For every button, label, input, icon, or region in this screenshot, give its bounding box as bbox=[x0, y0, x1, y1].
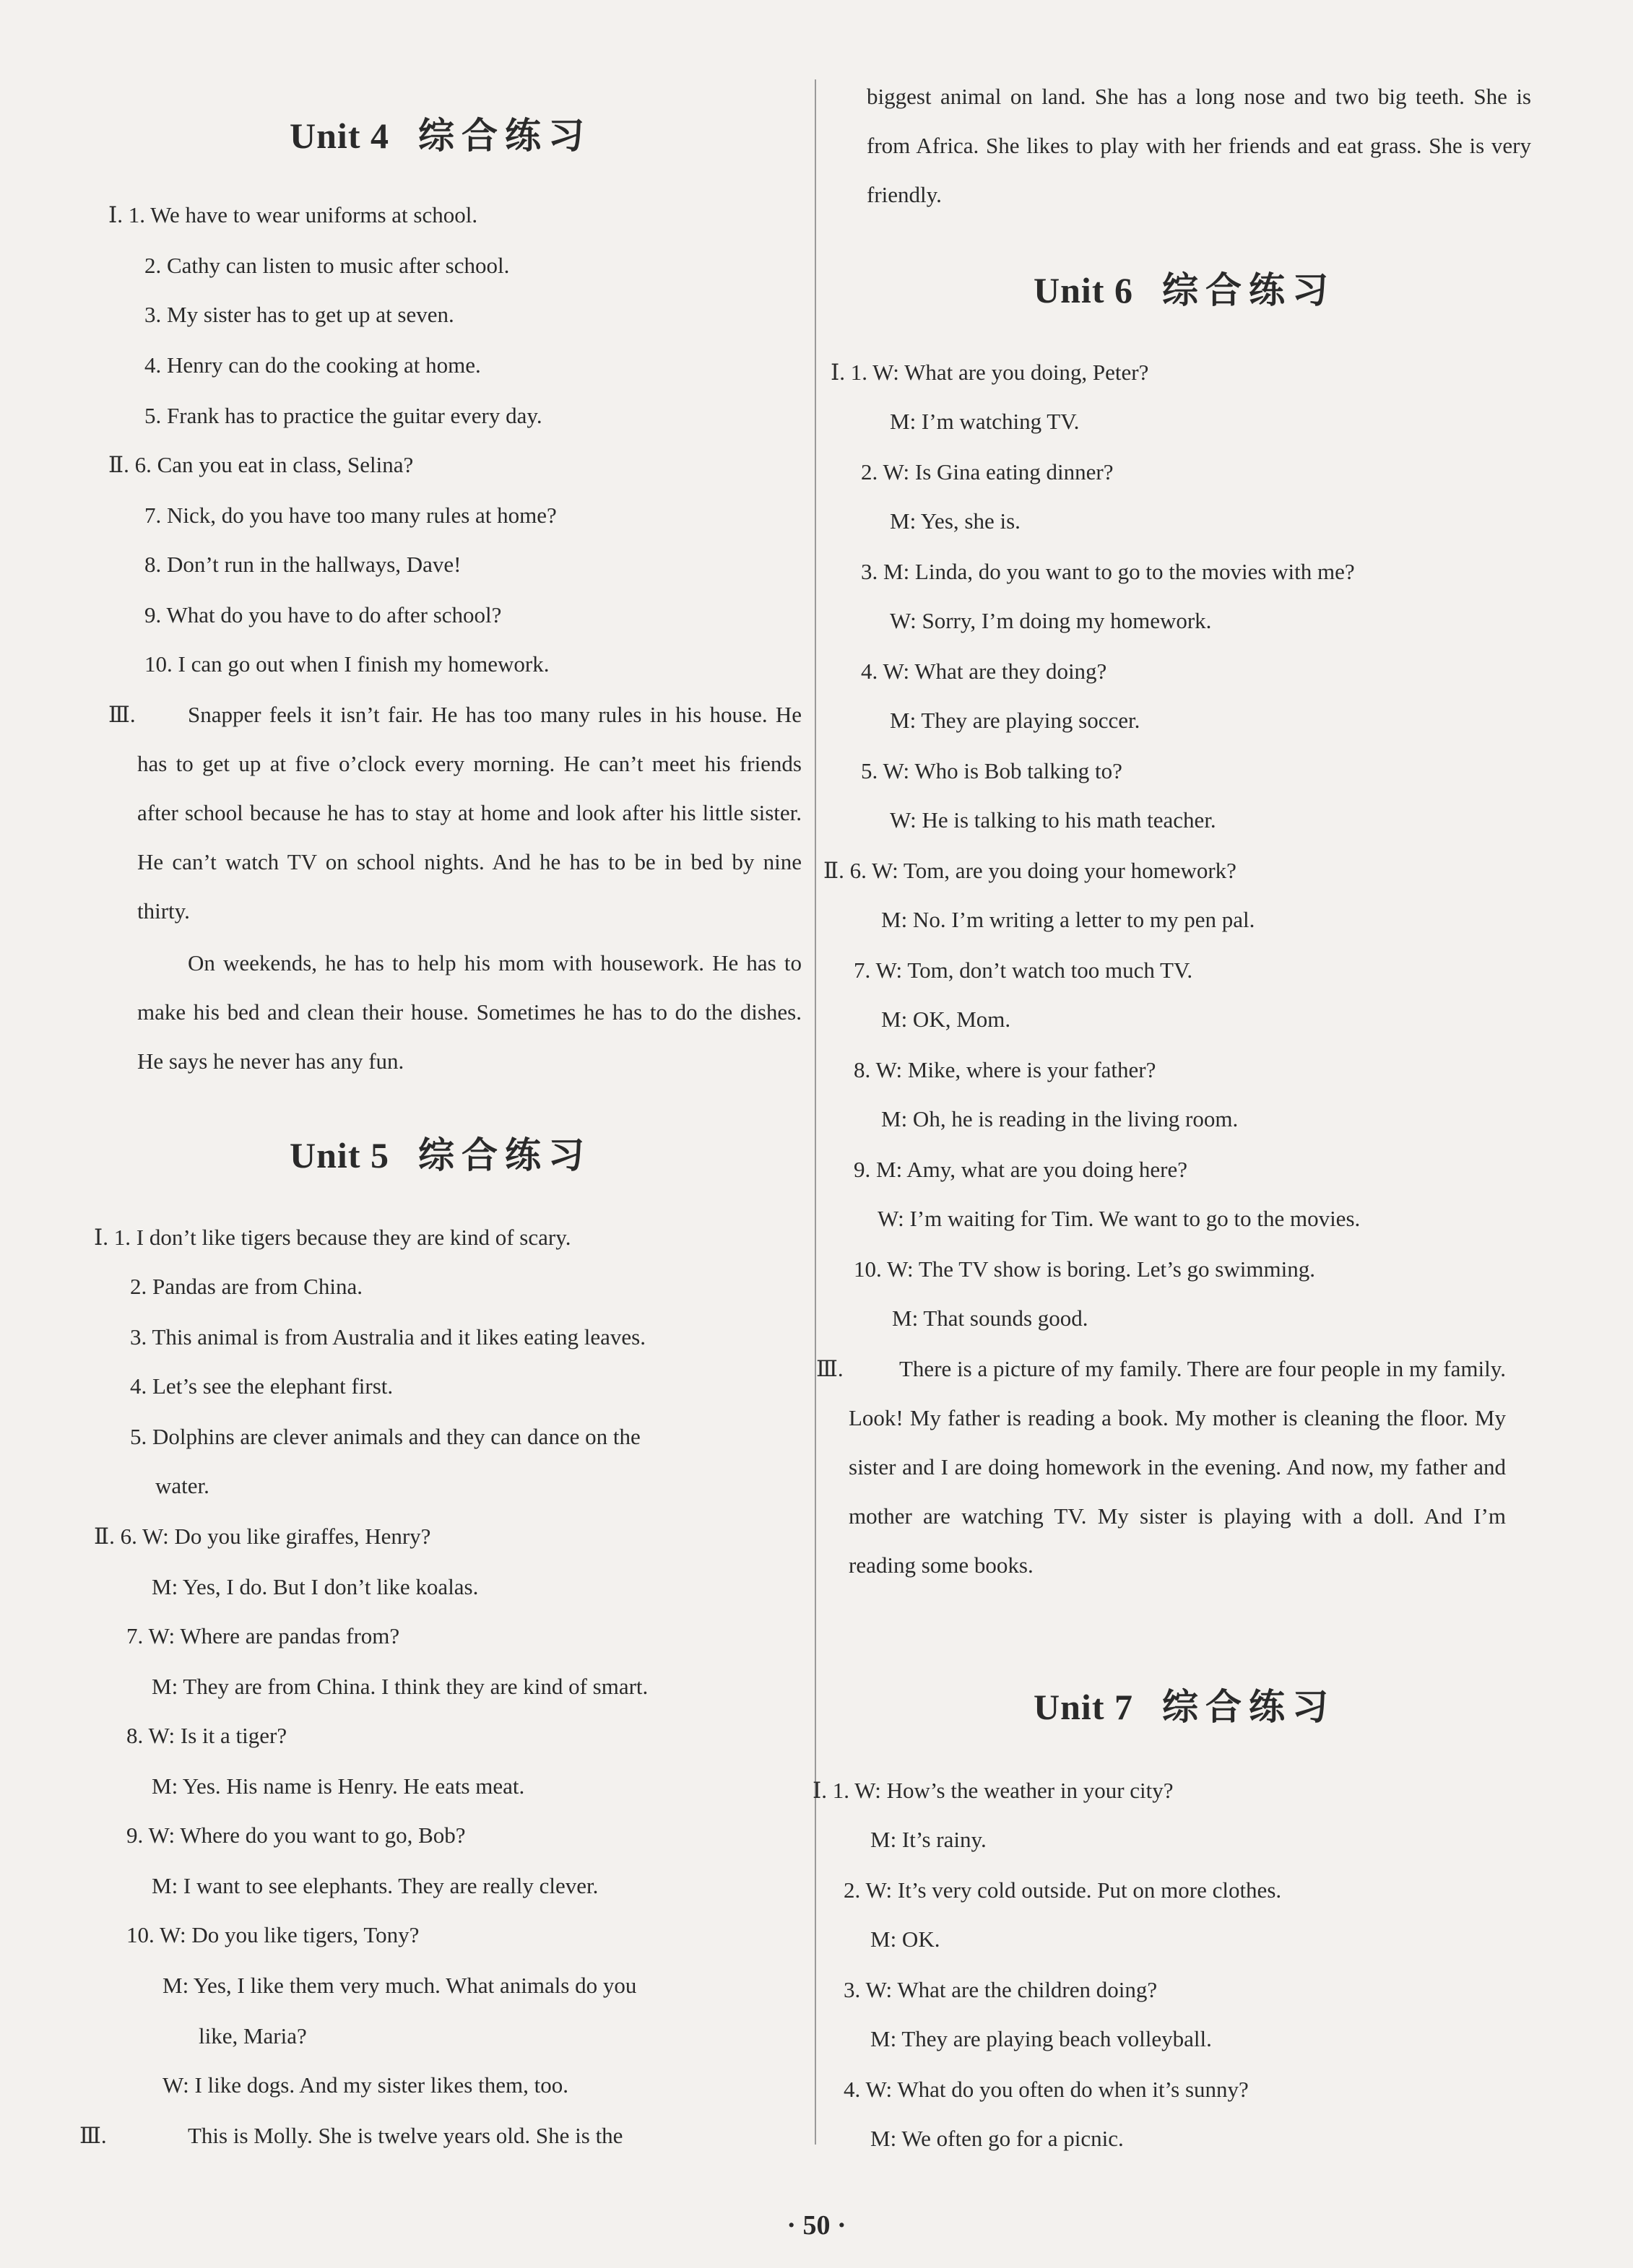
unit6-subtitle: 综合练习 bbox=[1161, 269, 1335, 311]
unit6-s1-line: M: I’m watching TV. bbox=[890, 409, 1080, 434]
unit5-title: Unit 5 bbox=[290, 1135, 389, 1176]
unit5-s1-line: 4. Let’s see the elephant first. bbox=[130, 1373, 394, 1399]
column-divider bbox=[815, 79, 816, 2145]
unit7-s1-line: M: We often go for a picnic. bbox=[870, 2126, 1124, 2151]
unit5-heading bbox=[87, 1126, 794, 1178]
unit6-s2-line: 8. W: Mike, where is your father? bbox=[854, 1057, 1156, 1082]
unit4-s2-line: 9. What do you have to do after school? bbox=[144, 602, 502, 627]
unit6-title: Unit 6 bbox=[1034, 270, 1133, 310]
unit6-s1-line: M: Yes, she is. bbox=[890, 508, 1021, 534]
unit4-heading bbox=[87, 107, 794, 159]
unit5-s2-line: Ⅱ. 6. W: Do you like giraffes, Henry? bbox=[94, 1524, 431, 1549]
unit5-subtitle: 综合练习 bbox=[417, 1134, 592, 1176]
unit6-s2-line: 10. W: The TV show is boring. Let’s go swimming. bbox=[854, 1256, 1315, 1282]
unit5-s2-line: 10. W: Do you like tigers, Tony? bbox=[126, 1922, 420, 1947]
unit6-heading bbox=[838, 261, 1531, 313]
unit4-subtitle: 综合练习 bbox=[417, 115, 592, 157]
unit4-s1-line: 4. Henry can do the cooking at home. bbox=[144, 352, 481, 378]
unit6-s1-line: M: They are playing soccer. bbox=[890, 708, 1140, 733]
unit6-s1-line: W: He is talking to his math teacher. bbox=[890, 807, 1216, 833]
unit5-s1-line: water. bbox=[155, 1473, 209, 1498]
unit6-s2-line: 9. M: Amy, what are you doing here? bbox=[854, 1157, 1188, 1182]
unit5-s2-line: 8. W: Is it a tiger? bbox=[126, 1723, 287, 1748]
unit7-s1-line: 4. W: What do you often do when it’s sunny? bbox=[844, 2077, 1249, 2102]
unit7-s1-line: 3. W: What are the children doing? bbox=[844, 1977, 1158, 2002]
unit4-s1-line: Ⅰ. 1. We have to wear uniforms at school. bbox=[108, 202, 478, 227]
unit6-s1-line: 4. W: What are they doing? bbox=[861, 659, 1107, 684]
unit6-s3-label: Ⅲ. bbox=[816, 1356, 844, 1381]
unit5-s1-line: 5. Dolphins are clever animals and they can dance on the bbox=[130, 1424, 641, 1449]
unit5-s2-line: M: Yes, I do. But I don’t like koalas. bbox=[152, 1574, 479, 1599]
unit5-s3-label: Ⅲ. bbox=[79, 2123, 107, 2148]
unit4-s1-line: 2. Cathy can listen to music after school. bbox=[144, 253, 510, 278]
unit6-s3-paragraph: There is a picture of my family. There are four people in my family. Look! My father is reading a book. My mother is cleaning the floor. My sister and I are doing homework in the evening. And now, my father and mother are watching TV. My sister is playing with a doll. And I’m reading some books. bbox=[849, 1356, 1506, 1578]
unit4-title: Unit 4 bbox=[290, 116, 389, 156]
unit7-subtitle: 综合练习 bbox=[1161, 1686, 1335, 1728]
page-number: · 50 · bbox=[787, 2210, 846, 2241]
unit6-s1-line: Ⅰ. 1. W: What are you doing, Peter? bbox=[831, 360, 1149, 385]
unit6-s2-line: M: That sounds good. bbox=[892, 1305, 1088, 1331]
unit6-s2-line: M: Oh, he is reading in the living room. bbox=[881, 1106, 1239, 1131]
unit7-title: Unit 7 bbox=[1034, 1687, 1133, 1727]
unit5-s2-line: M: They are from China. I think they are kind of smart. bbox=[152, 1674, 649, 1699]
unit4-s3-paragraph-1: Snapper feels it isn’t fair. He has too many rules in his house. He has to get up at five o’clock every morning. He can’t meet his friends after school because he has to stay at home and look after his little sister. He can’t watch TV on school nights. And he has to be in bed by nine thirty. bbox=[137, 702, 802, 924]
unit4-s1-line: 5. Frank has to practice the guitar every day. bbox=[144, 403, 542, 428]
unit5-s2-line: like, Maria? bbox=[199, 2023, 307, 2048]
unit5-s2-line: M: Yes. His name is Henry. He eats meat. bbox=[152, 1773, 525, 1799]
unit6-s2-line: Ⅱ. 6. W: Tom, are you doing your homework? bbox=[823, 858, 1236, 883]
unit7-s1-line: M: They are playing beach volleyball. bbox=[870, 2026, 1212, 2051]
unit5-s2-line: 9. W: Where do you want to go, Bob? bbox=[126, 1822, 466, 1848]
unit6-s1-line: 5. W: Who is Bob talking to? bbox=[861, 758, 1122, 783]
unit4-s2-line: Ⅱ. 6. Can you eat in class, Selina? bbox=[108, 452, 414, 477]
unit5-s1-line: 3. This animal is from Australia and it likes eating leaves. bbox=[130, 1324, 646, 1350]
unit4-s2-line: 10. I can go out when I finish my homework. bbox=[144, 651, 550, 677]
unit6-s2-line: M: No. I’m writing a letter to my pen pal. bbox=[881, 907, 1255, 932]
unit6-s1-line: 2. W: Is Gina eating dinner? bbox=[861, 459, 1114, 485]
unit5-s3-continuation: biggest animal on land. She has a long nose and two big teeth. She is from Africa. She likes to play with her friends and eat grass. She is very friendly. bbox=[867, 84, 1531, 207]
unit5-s2-line: W: I like dogs. And my sister likes them, too. bbox=[163, 2072, 568, 2098]
unit7-s1-line: M: It’s rainy. bbox=[870, 1827, 987, 1852]
unit4-s1-line: 3. My sister has to get up at seven. bbox=[144, 302, 454, 327]
unit7-s1-line: 2. W: It’s very cold outside. Put on more clothes. bbox=[844, 1877, 1282, 1903]
unit6-s1-line: W: Sorry, I’m doing my homework. bbox=[890, 608, 1212, 633]
unit4-s3-paragraph-2: On weekends, he has to help his mom with housework. He has to make his bed and clean their house. Sometimes he has to do the dishes. He says he never has any fun. bbox=[137, 950, 802, 1074]
unit6-s2-line: M: OK, Mom. bbox=[881, 1007, 1011, 1032]
unit5-s1-line: Ⅰ. 1. I don’t like tigers because they are kind of scary. bbox=[94, 1225, 571, 1250]
unit5-s2-line: M: Yes, I like them very much. What animals do you bbox=[163, 1973, 637, 1998]
unit5-s2-line: M: I want to see elephants. They are really clever. bbox=[152, 1873, 599, 1898]
unit4-s2-line: 7. Nick, do you have too many rules at home? bbox=[144, 503, 557, 528]
unit5-s2-line: 7. W: Where are pandas from? bbox=[126, 1623, 400, 1648]
unit4-s3-label: Ⅲ. bbox=[108, 702, 136, 727]
unit5-s1-line: 2. Pandas are from China. bbox=[130, 1274, 363, 1299]
unit6-s2-line: W: I’m waiting for Tim. We want to go to the movies. bbox=[878, 1206, 1361, 1231]
unit4-s2-line: 8. Don’t run in the hallways, Dave! bbox=[144, 552, 462, 577]
unit5-s3-start: This is Molly. She is twelve years old. She is the bbox=[188, 2123, 623, 2148]
unit6-s1-line: 3. M: Linda, do you want to go to the movies with me? bbox=[861, 559, 1355, 584]
unit7-heading bbox=[838, 1678, 1531, 1730]
unit7-s1-line: Ⅰ. 1. W: How’s the weather in your city? bbox=[813, 1778, 1174, 1803]
unit7-s1-line: M: OK. bbox=[870, 1926, 940, 1952]
unit6-s2-line: 7. W: Tom, don’t watch too much TV. bbox=[854, 957, 1193, 983]
